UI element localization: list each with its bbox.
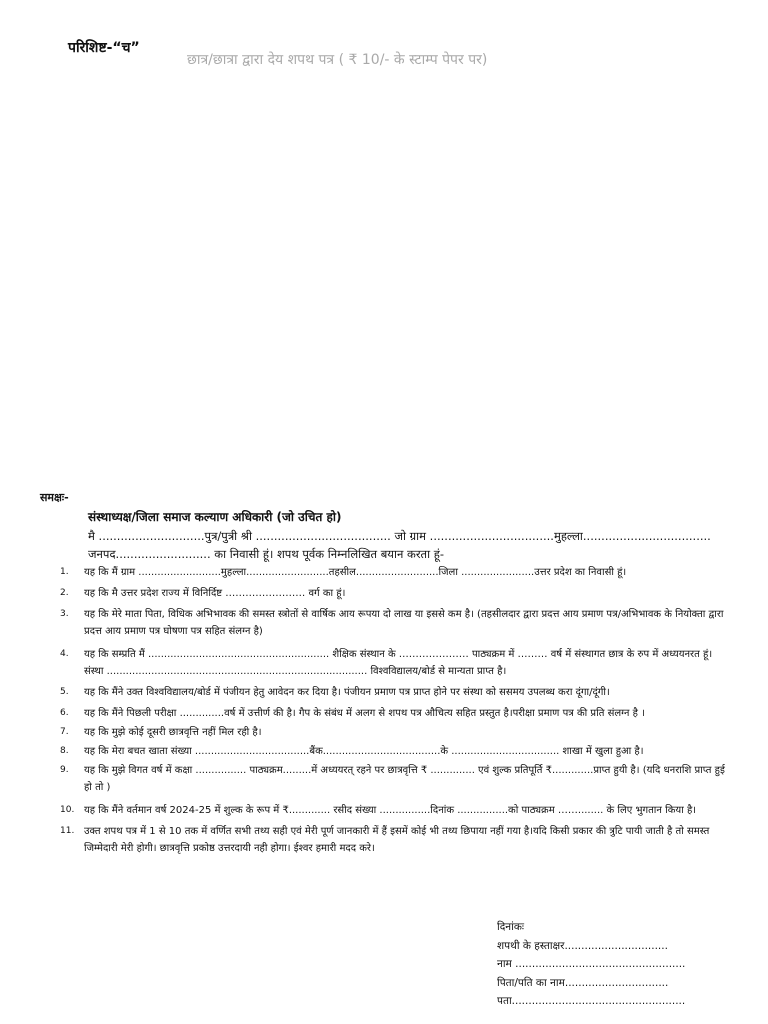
- item-number: 7.: [60, 727, 69, 737]
- declaration-item: [60, 823, 732, 857]
- name-field: नाम ...................................................: [497, 958, 686, 970]
- item-text: यह कि मेरे माता पिता, विधिक अभिभावक की समस्त स्त्रोतों से वार्षिक आय रूपया दो लाख या इससे कम है। (तहसीलदार द्वारा प्रदत्त आय प्रमाण पत्र/अभिभावक के नियोक्ता द्वारा प्रदत्त आय प्रमाण पत्र घोषणा पत्र सहित संलग्न है): [84, 609, 724, 637]
- intro-line-1: मै .............................पुत्र/पुत्री श्री ..................................... जो ग्राम ..................................मुहल्ला...................................: [88, 529, 711, 543]
- item-text: उक्त शपथ पत्र में 1 से 10 तक में वर्णित सभी तथ्य सही एवं मेरी पूर्ण जानकारी में हैं इसमें कोई भी तथ्य छिपाया नहीं गया है।यदि किसी प्रकार की त्रुटि पायी जाती है तो समस्त जिम्मेदारी मेरी होगी। छात्रवृत्ति प्रकोष्ठ उत्तरदायी नही होगा। ईश्वर हमारी मदद करे।: [84, 826, 710, 854]
- item-text: यह कि मैंने उक्त विश्वविद्यालय/बोर्ड में पंजीयन हेतु आवेदन कर दिया है। पंजीयन प्रमाण पत्र प्राप्त होने पर संस्था को ससमय उपलब्ध करा दूंगा/दूंगी।: [84, 687, 610, 698]
- declaration-item: [60, 724, 732, 741]
- item-number: 11.: [60, 826, 75, 836]
- declaration-item: [60, 564, 732, 581]
- declaration-item: [60, 585, 732, 602]
- intro-line-2: जनपद.......................... का निवासी हूं। शपथ पूर्वक निम्नलिखित बयान करता हूं-: [88, 547, 444, 561]
- declaration-item: [60, 762, 732, 796]
- declaration-list: [60, 564, 732, 857]
- father-husband-name-field: पिता/पति का नाम...............................: [497, 976, 669, 989]
- item-text: यह कि मुझे कोई दूसरी छात्रवृत्ति नहीं मिल रही है।: [84, 727, 262, 738]
- date-field: दिनांकः: [497, 921, 525, 933]
- authority-title: संस्थाध्यक्ष/जिला समाज कल्याण अधिकारी (जो उचित हो): [88, 510, 342, 524]
- declaration-item: [60, 646, 732, 680]
- item-number: 5.: [60, 687, 69, 697]
- item-number: 10.: [60, 805, 75, 815]
- signature-block: [497, 918, 747, 1011]
- item-text: यह कि मुझे विगत वर्ष में कक्षा ................ पाठ्यक्रम.........में अध्ययरत् रहने पर छात्रवृत्ति ₹ .............. एवं शुल्क प्रतिपूर्ति ₹.............प्राप्त हुयी है। (यदि धनराशि प्राप्त हुई हो तो ): [84, 765, 725, 793]
- deponent-signature-field: शपथी के हस्ताक्षर...............................: [497, 939, 668, 952]
- declaration-item: [60, 802, 732, 819]
- item-text: यह कि मैंने वर्तमान वर्ष 2024-25 में शुल्क के रूप में ₹............. रसीद संख्या ................दिनांक ................को पाठ्यक्रम ……........ के लिए भुगतान किया है।: [84, 805, 697, 816]
- address-field: पता....................................................: [497, 995, 686, 1007]
- item-text: यह कि मै उत्तर प्रदेश राज्य में विनिर्दिष्ट …………………… वर्ग का हूं।: [84, 588, 346, 599]
- item-text: यह कि सम्प्रति मैं ......................................................... शैक्षिक संस्थान के ………………… पाठ्यक्रम में ……… वर्ष में संस्थागत छात्र के रुप में अध्ययनरत हूं। संस्था .................................................................................. विश्वविद्यालय/बोर्ड से मान्यता प्राप्त है।: [84, 649, 713, 677]
- item-text: यह कि मैंने पिछली परीक्षा ..............वर्ष में उत्तीर्ण की है। गैप के संबंध में अलग से शपथ पत्र औचित्य सहित प्रस्तुत है।परीक्षा प्रमाण पत्र की प्रति संलग्न है ।: [84, 708, 645, 719]
- item-number: 8.: [60, 746, 69, 756]
- document-title: छात्र/छात्रा द्वारा देय शपथ पत्र ( ₹ 10/- के स्टाम्प पेपर पर): [187, 52, 488, 68]
- stamp-area: [40, 80, 730, 480]
- declaration-item: [60, 606, 732, 640]
- declaration-item: [60, 743, 732, 760]
- item-number: 3.: [60, 609, 69, 619]
- item-text: यह कि मैं ग्राम ..........................मुहल्ला..........................तहसील..........................जिला .......................उत्तर प्रदेश का निवासी हूं।: [84, 567, 627, 578]
- item-text: यह कि मेरा बचत खाता संख्या ....................................बैंक.....................................के .................................. शाखा में खुला हुआ है।: [84, 746, 644, 757]
- declaration-item: [60, 684, 732, 701]
- item-number: 6.: [60, 708, 69, 718]
- appendix-label: परिशिष्ट-“च”: [68, 40, 140, 56]
- item-number: 4.: [60, 649, 69, 659]
- item-number: 9.: [60, 765, 69, 775]
- item-number: 2.: [60, 588, 69, 598]
- declaration-item: [60, 705, 732, 722]
- item-number: 1.: [60, 567, 69, 577]
- addressee-label: समक्षः-: [40, 491, 69, 504]
